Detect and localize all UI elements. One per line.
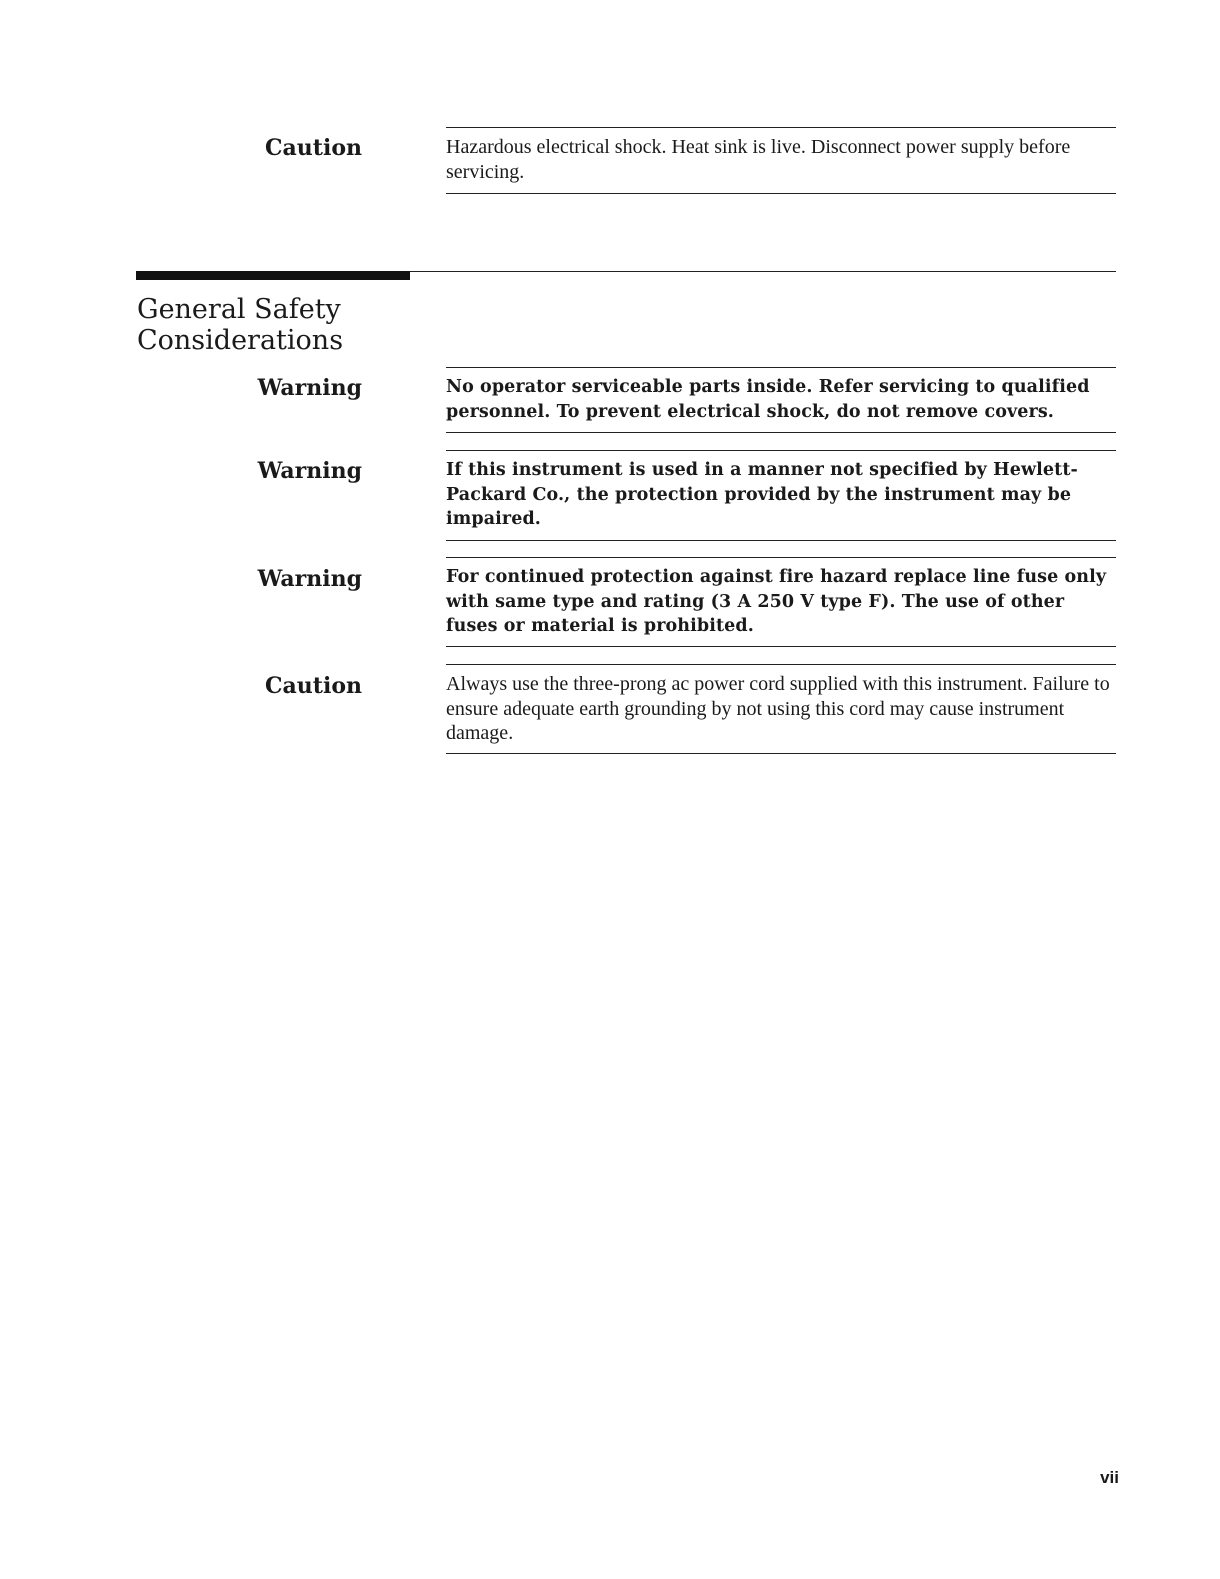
notice-label-warning: Warning	[257, 458, 362, 484]
notice-label-caution: Caution	[265, 673, 362, 699]
section-title	[137, 294, 343, 356]
notice-text: No operator serviceable parts inside. Refer servicing to qualified personnel. To prevent electrical shock, do not remove covers.	[446, 377, 1090, 422]
section-title-line-1: General Safety	[137, 294, 341, 325]
section-title-line-2: Considerations	[137, 325, 344, 356]
page-number: vii	[1100, 1468, 1119, 1487]
notice-text: Always use the three-prong ac power cord supplied with this instrument. Failure to ensure adequate earth grounding by not using this cord may cause instrument damage.	[446, 673, 1110, 744]
notice-box-caution	[446, 664, 1116, 754]
notice-box-caution	[446, 127, 1116, 194]
section-divider-accent	[136, 271, 410, 280]
notice-label-caution: Caution	[265, 135, 362, 161]
notice-label-warning: Warning	[257, 375, 362, 401]
notice-box-warning	[446, 450, 1116, 541]
notice-label-warning: Warning	[257, 566, 362, 592]
notice-text: For continued protection against fire hazard replace line fuse only with same type and rating (3 A 250 V type F). The use of other fuses or material is prohibited.	[446, 567, 1107, 636]
notice-text: Hazardous electrical shock. Heat sink is live. Disconnect power supply before servicing.	[446, 136, 1071, 183]
notice-box-warning	[446, 367, 1116, 433]
notice-box-warning	[446, 557, 1116, 647]
notice-text: If this instrument is used in a manner not specified by Hewlett-Packard Co., the protection provided by the instrument may be impaired.	[446, 460, 1078, 529]
